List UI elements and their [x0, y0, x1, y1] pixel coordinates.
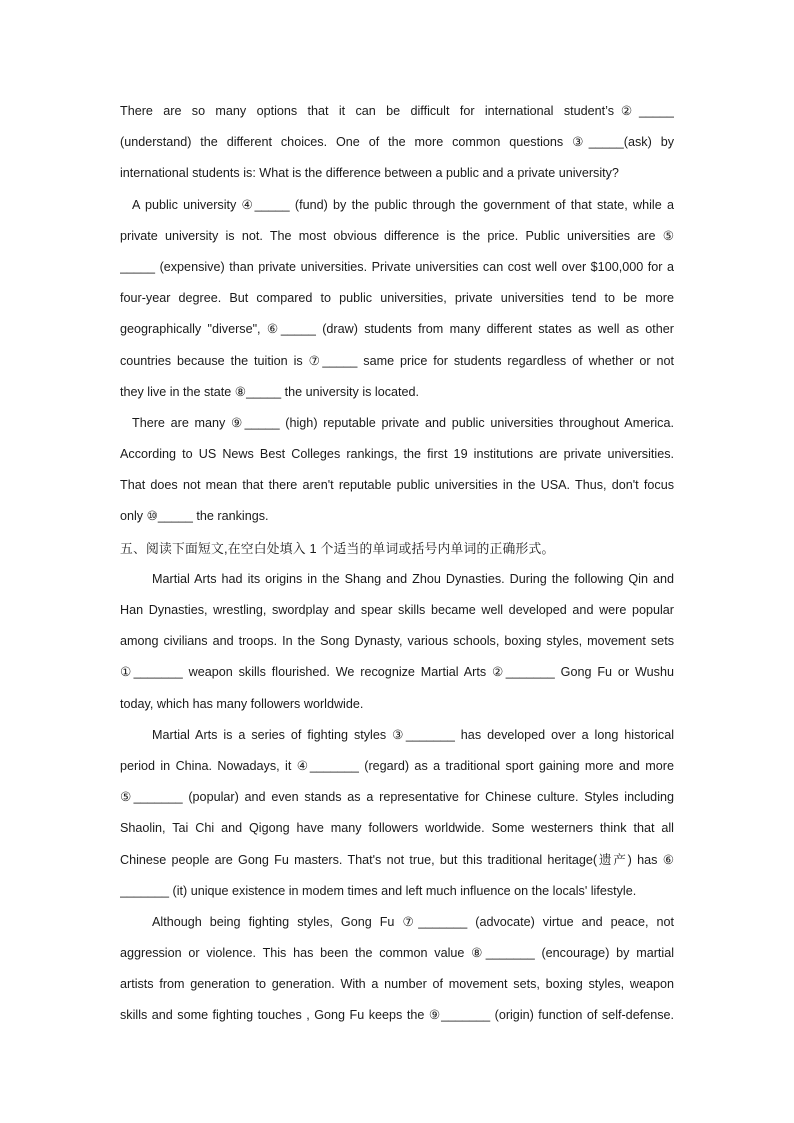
- section-heading: 五、阅读下面短文,在空白处填入 1 个适当的单词或括号内单词的正确形式。: [120, 540, 555, 556]
- text-line: That does not mean that there aren't reputable public universities in the USA. Thus, don't focus: [120, 478, 674, 493]
- text-line: skills and some fighting touches , Gong Fu keeps the ⑨_______ (origin) function of self-defense.: [120, 1008, 674, 1023]
- text-line: Chinese people are Gong Fu masters. That's not true, but this traditional heritage(遗产) has ⑥: [120, 852, 674, 867]
- text-line: countries because the tuition is ⑦_____ same price for students regardless of whether or not: [120, 353, 674, 368]
- text-line: There are many ⑨_____ (high) reputable private and public universities throughout America.: [132, 415, 674, 430]
- text-line: ⑤_______ (popular) and even stands as a representative for Chinese culture. Styles including: [120, 790, 674, 805]
- text-line: geographically "diverse", ⑥_____ (draw) students from many different states as well as other: [120, 322, 674, 337]
- text-line: they live in the state ⑧_____ the university is located.: [120, 384, 420, 399]
- text-line: among civilians and troops. In the Song Dynasty, various schools, boxing styles, movement sets: [120, 634, 674, 649]
- text-line: period in China. Nowadays, it ④_______ (regard) as a traditional sport gaining more and more: [120, 758, 674, 773]
- text-line: private university is not. The most obvious difference is the price. Public universities are ⑤: [120, 228, 674, 243]
- text-line: _______ (it) unique existence in modem times and left much influence on the locals' lifestyle.: [120, 883, 637, 898]
- text-line: today, which has many followers worldwide.: [120, 696, 364, 711]
- text-line: (understand) the different choices. One of the more common questions ③_____(ask) by: [120, 135, 674, 150]
- text-line: Martial Arts had its origins in the Shang and Zhou Dynasties. During the following Qin and: [152, 571, 674, 586]
- text-line: Shaolin, Tai Chi and Qigong have many followers worldwide. Some westerners think that all: [120, 821, 674, 836]
- text-line: only ⑩_____ the rankings.: [120, 509, 269, 524]
- text-line: aggression or violence. This has been the common value ⑧_______ (encourage) by martial: [120, 946, 674, 961]
- text-line: artists from generation to generation. With a number of movement sets, boxing styles, weapon: [120, 977, 674, 992]
- text-line: Martial Arts is a series of fighting styles ③_______ has developed over a long historical: [152, 727, 674, 742]
- text-line: four-year degree. But compared to public universities, private universities tend to be more: [120, 291, 674, 306]
- text-line: Although being fighting styles, Gong Fu ⑦_______ (advocate) virtue and peace, not: [152, 914, 674, 929]
- text-line: international students is: What is the difference between a public and a private university?: [120, 166, 619, 181]
- text-line: There are so many options that it can be difficult for international student’s②_____: [120, 104, 674, 118]
- text-line: ①_______ weapon skills flourished. We recognize Martial Arts ②_______ Gong Fu or Wushu: [120, 665, 674, 680]
- text-line: A public university ④_____ (fund) by the public through the government of that state, while a: [132, 197, 674, 212]
- text-line: _____ (expensive) than private universities. Private universities can cost well over $100,000 for a: [120, 259, 674, 274]
- text-line: Han Dynasties, wrestling, swordplay and spear skills became well developed and were popular: [120, 603, 674, 617]
- text-line: According to US News Best Colleges rankings, the first 19 institutions are private universities.: [120, 447, 674, 462]
- document-page: [120, 96, 674, 1032]
